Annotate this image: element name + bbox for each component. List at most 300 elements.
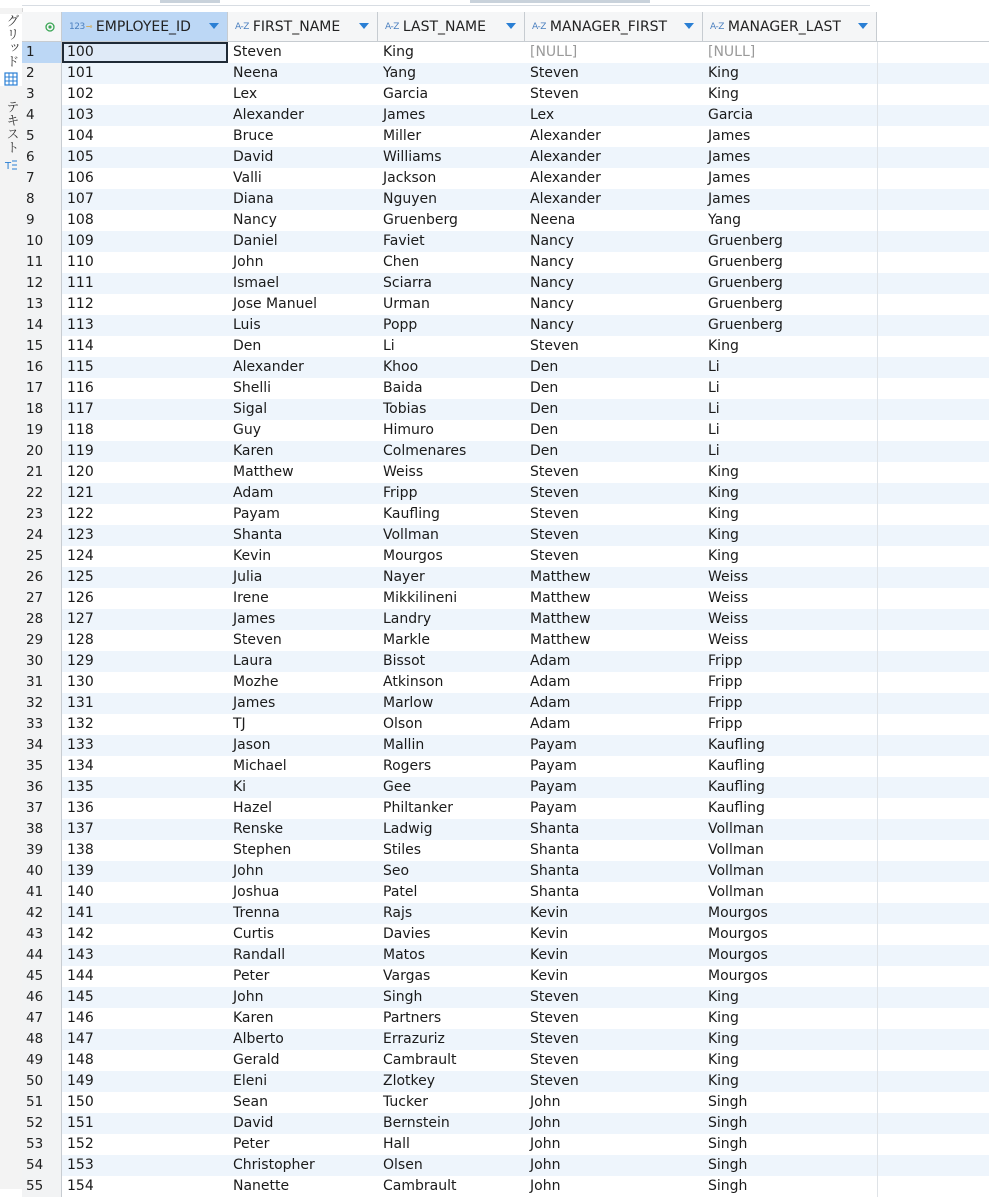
row-number[interactable]: 23 bbox=[22, 504, 62, 525]
manager-first-cell[interactable]: Den bbox=[525, 399, 703, 420]
first-name-cell[interactable]: Valli bbox=[228, 168, 378, 189]
manager-first-cell[interactable]: Alexander bbox=[525, 189, 703, 210]
first-name-cell[interactable]: Gerald bbox=[228, 1050, 378, 1071]
last-name-cell[interactable]: Fripp bbox=[378, 483, 525, 504]
table-row[interactable] bbox=[22, 735, 989, 756]
employee-id-cell[interactable]: 152 bbox=[62, 1134, 228, 1155]
manager-first-cell[interactable]: Kevin bbox=[525, 903, 703, 924]
employee-id-cell[interactable]: 147 bbox=[62, 1029, 228, 1050]
manager-last-cell[interactable]: Weiss bbox=[703, 609, 877, 630]
employee-id-cell[interactable]: 122 bbox=[62, 504, 228, 525]
employee-id-cell[interactable]: 132 bbox=[62, 714, 228, 735]
last-name-cell[interactable]: Tobias bbox=[378, 399, 525, 420]
manager-first-cell[interactable]: Adam bbox=[525, 672, 703, 693]
manager-last-cell[interactable]: James bbox=[703, 147, 877, 168]
table-row[interactable] bbox=[22, 945, 989, 966]
manager-last-cell[interactable]: King bbox=[703, 504, 877, 525]
employee-id-cell[interactable]: 108 bbox=[62, 210, 228, 231]
table-row[interactable] bbox=[22, 378, 989, 399]
manager-last-cell[interactable]: King bbox=[703, 1008, 877, 1029]
last-name-cell[interactable]: Mourgos bbox=[378, 546, 525, 567]
last-name-cell[interactable]: Kaufling bbox=[378, 504, 525, 525]
last-name-cell[interactable]: Khoo bbox=[378, 357, 525, 378]
first-name-cell[interactable]: Shelli bbox=[228, 378, 378, 399]
row-number[interactable]: 22 bbox=[22, 483, 62, 504]
manager-first-cell[interactable]: Steven bbox=[525, 546, 703, 567]
row-number[interactable]: 30 bbox=[22, 651, 62, 672]
last-name-cell[interactable]: Hall bbox=[378, 1134, 525, 1155]
table-row[interactable] bbox=[22, 336, 989, 357]
row-number[interactable]: 3 bbox=[22, 84, 62, 105]
manager-first-cell[interactable]: John bbox=[525, 1155, 703, 1176]
manager-last-cell[interactable]: Weiss bbox=[703, 630, 877, 651]
employee-id-cell[interactable]: 136 bbox=[62, 798, 228, 819]
row-number[interactable]: 12 bbox=[22, 273, 62, 294]
manager-last-cell[interactable]: Yang bbox=[703, 210, 877, 231]
employee-id-cell[interactable]: 148 bbox=[62, 1050, 228, 1071]
manager-first-cell[interactable]: Steven bbox=[525, 525, 703, 546]
last-name-cell[interactable]: Cambrault bbox=[378, 1050, 525, 1071]
table-row[interactable] bbox=[22, 504, 989, 525]
first-name-cell[interactable]: John bbox=[228, 252, 378, 273]
manager-first-cell[interactable]: Nancy bbox=[525, 273, 703, 294]
last-name-cell[interactable]: Errazuriz bbox=[378, 1029, 525, 1050]
employee-id-cell[interactable]: 140 bbox=[62, 882, 228, 903]
last-name-cell[interactable]: Baida bbox=[378, 378, 525, 399]
last-name-cell[interactable]: Garcia bbox=[378, 84, 525, 105]
employee-id-cell[interactable]: 128 bbox=[62, 630, 228, 651]
row-number[interactable]: 1 bbox=[22, 42, 62, 63]
row-number[interactable]: 9 bbox=[22, 210, 62, 231]
first-name-cell[interactable]: Adam bbox=[228, 483, 378, 504]
manager-last-cell[interactable]: Fripp bbox=[703, 693, 877, 714]
employee-id-cell[interactable]: 116 bbox=[62, 378, 228, 399]
manager-first-cell[interactable]: John bbox=[525, 1113, 703, 1134]
first-name-cell[interactable]: Hazel bbox=[228, 798, 378, 819]
first-name-cell[interactable]: David bbox=[228, 1113, 378, 1134]
employee-id-cell[interactable]: 134 bbox=[62, 756, 228, 777]
last-name-cell[interactable]: Li bbox=[378, 336, 525, 357]
last-name-cell[interactable]: Gee bbox=[378, 777, 525, 798]
employee-id-cell[interactable]: 119 bbox=[62, 441, 228, 462]
employee-id-cell[interactable]: 127 bbox=[62, 609, 228, 630]
row-number[interactable]: 38 bbox=[22, 819, 62, 840]
table-row[interactable] bbox=[22, 147, 989, 168]
row-number[interactable]: 52 bbox=[22, 1113, 62, 1134]
employee-id-cell[interactable]: 121 bbox=[62, 483, 228, 504]
table-row[interactable] bbox=[22, 714, 989, 735]
sort-filter-icon[interactable] bbox=[209, 23, 219, 29]
manager-last-cell[interactable]: King bbox=[703, 63, 877, 84]
employee-id-cell[interactable]: 153 bbox=[62, 1155, 228, 1176]
table-row[interactable] bbox=[22, 882, 989, 903]
manager-last-cell[interactable]: Kaufling bbox=[703, 777, 877, 798]
first-name-cell[interactable]: Den bbox=[228, 336, 378, 357]
last-name-cell[interactable]: Ladwig bbox=[378, 819, 525, 840]
last-name-cell[interactable]: Rogers bbox=[378, 756, 525, 777]
manager-last-cell[interactable]: Mourgos bbox=[703, 966, 877, 987]
row-number[interactable]: 36 bbox=[22, 777, 62, 798]
last-name-cell[interactable]: Gruenberg bbox=[378, 210, 525, 231]
last-name-cell[interactable]: Mallin bbox=[378, 735, 525, 756]
last-name-cell[interactable]: Sciarra bbox=[378, 273, 525, 294]
table-row[interactable] bbox=[22, 1050, 989, 1071]
employee-id-cell[interactable]: 112 bbox=[62, 294, 228, 315]
table-row[interactable] bbox=[22, 189, 989, 210]
manager-first-cell[interactable]: Alexander bbox=[525, 126, 703, 147]
last-name-cell[interactable]: Bissot bbox=[378, 651, 525, 672]
manager-first-cell[interactable]: Payam bbox=[525, 756, 703, 777]
row-number[interactable]: 24 bbox=[22, 525, 62, 546]
first-name-cell[interactable]: Joshua bbox=[228, 882, 378, 903]
first-name-cell[interactable]: Peter bbox=[228, 966, 378, 987]
manager-last-cell[interactable]: Garcia bbox=[703, 105, 877, 126]
manager-last-cell[interactable]: James bbox=[703, 168, 877, 189]
row-number[interactable]: 48 bbox=[22, 1029, 62, 1050]
row-number[interactable]: 18 bbox=[22, 399, 62, 420]
manager-last-cell[interactable]: King bbox=[703, 987, 877, 1008]
row-number[interactable]: 44 bbox=[22, 945, 62, 966]
employee-id-cell[interactable]: 139 bbox=[62, 861, 228, 882]
first-name-cell[interactable]: Trenna bbox=[228, 903, 378, 924]
last-name-cell[interactable]: Vollman bbox=[378, 525, 525, 546]
manager-last-cell[interactable]: Singh bbox=[703, 1113, 877, 1134]
manager-first-cell[interactable]: Adam bbox=[525, 714, 703, 735]
manager-last-cell[interactable]: Gruenberg bbox=[703, 273, 877, 294]
last-name-cell[interactable]: Singh bbox=[378, 987, 525, 1008]
manager-first-cell[interactable]: Alexander bbox=[525, 147, 703, 168]
employee-id-cell[interactable]: 133 bbox=[62, 735, 228, 756]
first-name-cell[interactable]: Lex bbox=[228, 84, 378, 105]
employee-id-cell[interactable]: 106 bbox=[62, 168, 228, 189]
employee-id-cell[interactable]: 118 bbox=[62, 420, 228, 441]
row-number[interactable]: 16 bbox=[22, 357, 62, 378]
first-name-cell[interactable]: Karen bbox=[228, 1008, 378, 1029]
manager-last-cell[interactable]: Kaufling bbox=[703, 756, 877, 777]
manager-first-cell[interactable]: Lex bbox=[525, 105, 703, 126]
employee-id-cell[interactable]: 114 bbox=[62, 336, 228, 357]
manager-last-cell[interactable]: James bbox=[703, 189, 877, 210]
first-name-cell[interactable]: Daniel bbox=[228, 231, 378, 252]
last-name-cell[interactable]: Faviet bbox=[378, 231, 525, 252]
row-number[interactable]: 5 bbox=[22, 126, 62, 147]
table-row[interactable] bbox=[22, 756, 989, 777]
table-row[interactable] bbox=[22, 861, 989, 882]
first-name-cell[interactable]: Diana bbox=[228, 189, 378, 210]
tab-text[interactable] bbox=[0, 100, 22, 172]
manager-last-cell[interactable]: King bbox=[703, 336, 877, 357]
row-number[interactable]: 27 bbox=[22, 588, 62, 609]
table-row[interactable] bbox=[22, 630, 989, 651]
manager-last-cell[interactable]: Gruenberg bbox=[703, 231, 877, 252]
manager-first-cell[interactable]: Steven bbox=[525, 1029, 703, 1050]
sort-filter-icon[interactable] bbox=[359, 23, 369, 29]
manager-last-cell[interactable]: [NULL] bbox=[703, 42, 877, 63]
last-name-cell[interactable]: Yang bbox=[378, 63, 525, 84]
manager-first-cell[interactable]: Payam bbox=[525, 798, 703, 819]
last-name-cell[interactable]: Nayer bbox=[378, 567, 525, 588]
employee-id-cell[interactable]: 104 bbox=[62, 126, 228, 147]
manager-first-cell[interactable]: Steven bbox=[525, 63, 703, 84]
manager-first-cell[interactable]: Steven bbox=[525, 987, 703, 1008]
first-name-cell[interactable]: Randall bbox=[228, 945, 378, 966]
first-name-cell[interactable]: Christopher bbox=[228, 1155, 378, 1176]
first-name-cell[interactable]: Steven bbox=[228, 42, 378, 63]
manager-first-cell[interactable]: Kevin bbox=[525, 966, 703, 987]
last-name-cell[interactable]: Himuro bbox=[378, 420, 525, 441]
first-name-cell[interactable]: Payam bbox=[228, 504, 378, 525]
table-row[interactable] bbox=[22, 231, 989, 252]
manager-last-cell[interactable]: Vollman bbox=[703, 882, 877, 903]
manager-first-cell[interactable]: Nancy bbox=[525, 252, 703, 273]
first-name-cell[interactable]: Ki bbox=[228, 777, 378, 798]
employee-id-cell[interactable]: 149 bbox=[62, 1071, 228, 1092]
last-name-cell[interactable]: Weiss bbox=[378, 462, 525, 483]
manager-last-cell[interactable]: King bbox=[703, 462, 877, 483]
manager-last-cell[interactable]: Singh bbox=[703, 1092, 877, 1113]
table-row[interactable] bbox=[22, 819, 989, 840]
row-number[interactable]: 49 bbox=[22, 1050, 62, 1071]
manager-last-cell[interactable]: Kaufling bbox=[703, 798, 877, 819]
first-name-cell[interactable]: Alexander bbox=[228, 105, 378, 126]
row-number[interactable]: 47 bbox=[22, 1008, 62, 1029]
first-name-cell[interactable]: Laura bbox=[228, 651, 378, 672]
row-number[interactable]: 2 bbox=[22, 63, 62, 84]
manager-first-cell[interactable]: Steven bbox=[525, 1050, 703, 1071]
table-row[interactable] bbox=[22, 1029, 989, 1050]
manager-first-cell[interactable]: Steven bbox=[525, 483, 703, 504]
column-header-manager-last[interactable] bbox=[703, 12, 877, 41]
last-name-cell[interactable]: Tucker bbox=[378, 1092, 525, 1113]
row-number[interactable]: 31 bbox=[22, 672, 62, 693]
table-row[interactable] bbox=[22, 924, 989, 945]
table-row[interactable] bbox=[22, 525, 989, 546]
manager-first-cell[interactable]: Steven bbox=[525, 336, 703, 357]
table-row[interactable] bbox=[22, 1008, 989, 1029]
manager-last-cell[interactable]: Vollman bbox=[703, 819, 877, 840]
employee-id-cell[interactable]: 126 bbox=[62, 588, 228, 609]
manager-first-cell[interactable]: Payam bbox=[525, 777, 703, 798]
row-number[interactable]: 37 bbox=[22, 798, 62, 819]
row-number[interactable]: 19 bbox=[22, 420, 62, 441]
manager-last-cell[interactable]: Weiss bbox=[703, 588, 877, 609]
table-row[interactable] bbox=[22, 42, 989, 63]
manager-first-cell[interactable]: Nancy bbox=[525, 315, 703, 336]
table-row[interactable] bbox=[22, 777, 989, 798]
employee-id-cell[interactable]: 123 bbox=[62, 525, 228, 546]
manager-last-cell[interactable]: King bbox=[703, 1050, 877, 1071]
employee-id-cell[interactable]: 142 bbox=[62, 924, 228, 945]
table-row[interactable] bbox=[22, 693, 989, 714]
last-name-cell[interactable]: Patel bbox=[378, 882, 525, 903]
first-name-cell[interactable]: Ismael bbox=[228, 273, 378, 294]
last-name-cell[interactable]: Matos bbox=[378, 945, 525, 966]
first-name-cell[interactable]: Irene bbox=[228, 588, 378, 609]
manager-last-cell[interactable]: King bbox=[703, 525, 877, 546]
row-number[interactable]: 7 bbox=[22, 168, 62, 189]
manager-last-cell[interactable]: Li bbox=[703, 378, 877, 399]
manager-last-cell[interactable]: Weiss bbox=[703, 567, 877, 588]
row-number[interactable]: 39 bbox=[22, 840, 62, 861]
first-name-cell[interactable]: Renske bbox=[228, 819, 378, 840]
row-number[interactable]: 8 bbox=[22, 189, 62, 210]
table-row[interactable] bbox=[22, 966, 989, 987]
employee-id-cell[interactable]: 151 bbox=[62, 1113, 228, 1134]
last-name-cell[interactable]: Markle bbox=[378, 630, 525, 651]
sort-filter-icon[interactable] bbox=[506, 23, 516, 29]
table-row[interactable] bbox=[22, 210, 989, 231]
employee-id-cell[interactable]: 131 bbox=[62, 693, 228, 714]
manager-first-cell[interactable]: Shanta bbox=[525, 840, 703, 861]
table-row[interactable] bbox=[22, 1176, 989, 1197]
manager-first-cell[interactable]: Steven bbox=[525, 462, 703, 483]
manager-last-cell[interactable]: King bbox=[703, 84, 877, 105]
employee-id-cell[interactable]: 125 bbox=[62, 567, 228, 588]
employee-id-cell[interactable]: 124 bbox=[62, 546, 228, 567]
table-row[interactable] bbox=[22, 567, 989, 588]
manager-last-cell[interactable]: King bbox=[703, 1029, 877, 1050]
last-name-cell[interactable]: Landry bbox=[378, 609, 525, 630]
employee-id-cell[interactable]: 107 bbox=[62, 189, 228, 210]
table-row[interactable] bbox=[22, 399, 989, 420]
row-number[interactable]: 28 bbox=[22, 609, 62, 630]
row-number[interactable]: 55 bbox=[22, 1176, 62, 1197]
first-name-cell[interactable]: David bbox=[228, 147, 378, 168]
table-row[interactable] bbox=[22, 588, 989, 609]
last-name-cell[interactable]: Williams bbox=[378, 147, 525, 168]
table-row[interactable] bbox=[22, 462, 989, 483]
last-name-cell[interactable]: Vargas bbox=[378, 966, 525, 987]
column-header-first-name[interactable] bbox=[228, 12, 378, 41]
last-name-cell[interactable]: Partners bbox=[378, 1008, 525, 1029]
first-name-cell[interactable]: Neena bbox=[228, 63, 378, 84]
table-row[interactable] bbox=[22, 609, 989, 630]
manager-last-cell[interactable]: King bbox=[703, 1071, 877, 1092]
last-name-cell[interactable]: Urman bbox=[378, 294, 525, 315]
last-name-cell[interactable]: King bbox=[378, 42, 525, 63]
first-name-cell[interactable]: Michael bbox=[228, 756, 378, 777]
manager-first-cell[interactable]: John bbox=[525, 1176, 703, 1197]
first-name-cell[interactable]: Stephen bbox=[228, 840, 378, 861]
table-row[interactable] bbox=[22, 903, 989, 924]
last-name-cell[interactable]: Rajs bbox=[378, 903, 525, 924]
table-row[interactable] bbox=[22, 84, 989, 105]
manager-first-cell[interactable]: Kevin bbox=[525, 945, 703, 966]
manager-last-cell[interactable]: Mourgos bbox=[703, 945, 877, 966]
row-number[interactable]: 53 bbox=[22, 1134, 62, 1155]
row-number[interactable]: 26 bbox=[22, 567, 62, 588]
table-row[interactable] bbox=[22, 1113, 989, 1134]
table-row[interactable] bbox=[22, 441, 989, 462]
table-row[interactable] bbox=[22, 483, 989, 504]
employee-id-cell[interactable]: 105 bbox=[62, 147, 228, 168]
first-name-cell[interactable]: Peter bbox=[228, 1134, 378, 1155]
manager-first-cell[interactable]: Shanta bbox=[525, 882, 703, 903]
manager-first-cell[interactable]: Nancy bbox=[525, 294, 703, 315]
table-row[interactable] bbox=[22, 546, 989, 567]
employee-id-cell[interactable]: 117 bbox=[62, 399, 228, 420]
first-name-cell[interactable]: Shanta bbox=[228, 525, 378, 546]
column-header-manager-first[interactable] bbox=[525, 12, 703, 41]
last-name-cell[interactable]: Miller bbox=[378, 126, 525, 147]
row-number[interactable]: 20 bbox=[22, 441, 62, 462]
first-name-cell[interactable]: Karen bbox=[228, 441, 378, 462]
row-number[interactable]: 46 bbox=[22, 987, 62, 1008]
manager-first-cell[interactable]: Shanta bbox=[525, 861, 703, 882]
manager-last-cell[interactable]: Fripp bbox=[703, 714, 877, 735]
employee-id-cell[interactable]: 115 bbox=[62, 357, 228, 378]
table-row[interactable] bbox=[22, 1071, 989, 1092]
manager-last-cell[interactable]: Li bbox=[703, 357, 877, 378]
manager-first-cell[interactable]: Den bbox=[525, 357, 703, 378]
last-name-cell[interactable]: Nguyen bbox=[378, 189, 525, 210]
employee-id-cell[interactable]: 109 bbox=[62, 231, 228, 252]
employee-id-cell[interactable]: 143 bbox=[62, 945, 228, 966]
last-name-cell[interactable]: Atkinson bbox=[378, 672, 525, 693]
table-row[interactable] bbox=[22, 1092, 989, 1113]
employee-id-cell[interactable]: 101 bbox=[62, 63, 228, 84]
employee-id-cell[interactable]: 146 bbox=[62, 1008, 228, 1029]
employee-id-cell[interactable]: 110 bbox=[62, 252, 228, 273]
sort-filter-icon[interactable] bbox=[858, 23, 868, 29]
row-number[interactable]: 25 bbox=[22, 546, 62, 567]
row-number[interactable]: 29 bbox=[22, 630, 62, 651]
table-row[interactable] bbox=[22, 294, 989, 315]
last-name-cell[interactable]: Olson bbox=[378, 714, 525, 735]
row-number[interactable]: 45 bbox=[22, 966, 62, 987]
manager-first-cell[interactable]: Steven bbox=[525, 504, 703, 525]
manager-first-cell[interactable]: Den bbox=[525, 441, 703, 462]
row-number[interactable]: 10 bbox=[22, 231, 62, 252]
row-number[interactable]: 4 bbox=[22, 105, 62, 126]
manager-first-cell[interactable]: John bbox=[525, 1134, 703, 1155]
first-name-cell[interactable]: Jose Manuel bbox=[228, 294, 378, 315]
row-number[interactable]: 50 bbox=[22, 1071, 62, 1092]
manager-last-cell[interactable]: Fripp bbox=[703, 672, 877, 693]
manager-first-cell[interactable]: Matthew bbox=[525, 567, 703, 588]
manager-first-cell[interactable]: Kevin bbox=[525, 924, 703, 945]
row-number[interactable]: 6 bbox=[22, 147, 62, 168]
table-row[interactable] bbox=[22, 1134, 989, 1155]
first-name-cell[interactable]: Julia bbox=[228, 567, 378, 588]
last-name-cell[interactable]: James bbox=[378, 105, 525, 126]
first-name-cell[interactable]: Alberto bbox=[228, 1029, 378, 1050]
last-name-cell[interactable]: Popp bbox=[378, 315, 525, 336]
row-number[interactable]: 14 bbox=[22, 315, 62, 336]
row-number[interactable]: 15 bbox=[22, 336, 62, 357]
first-name-cell[interactable]: Matthew bbox=[228, 462, 378, 483]
manager-last-cell[interactable]: Li bbox=[703, 420, 877, 441]
row-number[interactable]: 17 bbox=[22, 378, 62, 399]
first-name-cell[interactable]: Sean bbox=[228, 1092, 378, 1113]
employee-id-cell[interactable]: 138 bbox=[62, 840, 228, 861]
manager-first-cell[interactable]: Adam bbox=[525, 693, 703, 714]
manager-last-cell[interactable]: Kaufling bbox=[703, 735, 877, 756]
table-row[interactable] bbox=[22, 126, 989, 147]
select-all-corner[interactable] bbox=[22, 12, 62, 41]
manager-last-cell[interactable]: Gruenberg bbox=[703, 294, 877, 315]
first-name-cell[interactable]: John bbox=[228, 861, 378, 882]
manager-last-cell[interactable]: Mourgos bbox=[703, 903, 877, 924]
first-name-cell[interactable]: Jason bbox=[228, 735, 378, 756]
last-name-cell[interactable]: Chen bbox=[378, 252, 525, 273]
first-name-cell[interactable]: Nancy bbox=[228, 210, 378, 231]
manager-first-cell[interactable]: John bbox=[525, 1092, 703, 1113]
manager-first-cell[interactable]: [NULL] bbox=[525, 42, 703, 63]
sort-filter-icon[interactable] bbox=[684, 23, 694, 29]
employee-id-cell[interactable]: 111 bbox=[62, 273, 228, 294]
manager-last-cell[interactable]: Mourgos bbox=[703, 924, 877, 945]
